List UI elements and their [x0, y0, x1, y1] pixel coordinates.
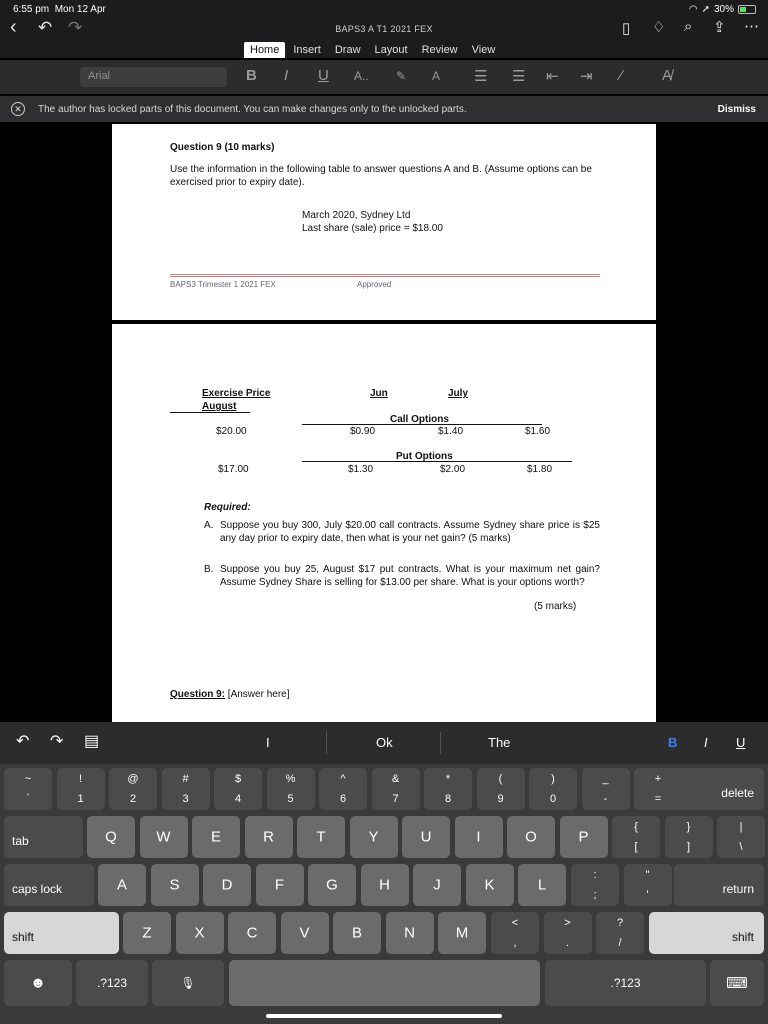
- suggestion-1[interactable]: I: [266, 735, 270, 750]
- letter-key[interactable]: W: [140, 816, 188, 858]
- put-strike: $17.00: [218, 464, 249, 475]
- footer-left: BAPS3 Trimester 1 2021 FEX: [170, 280, 276, 289]
- search-icon[interactable]: ⌕: [684, 18, 693, 35]
- phone-icon[interactable]: ▯: [622, 20, 631, 37]
- letter-key[interactable]: S: [151, 864, 199, 906]
- footer-rule: [170, 274, 600, 277]
- more-icon[interactable]: ⋯: [744, 18, 759, 35]
- doc-title: BAPS3 A T1 2021 FEX: [335, 24, 433, 34]
- letter-key[interactable]: G: [308, 864, 356, 906]
- page-1[interactable]: [112, 124, 656, 320]
- status-time: 6:55 pm Mon 12 Apr: [13, 4, 106, 15]
- italic-icon[interactable]: I: [284, 67, 289, 84]
- letter-key[interactable]: N: [386, 912, 434, 954]
- letter-key[interactable]: D: [203, 864, 251, 906]
- header-august: August: [202, 401, 237, 412]
- symbol-key[interactable]: ? /: [596, 912, 644, 954]
- call-jun: $0.90: [350, 426, 376, 437]
- on-screen-keyboard: [0, 722, 768, 1024]
- tab-draw[interactable]: Draw: [334, 44, 361, 56]
- symbol-key[interactable]: > .: [544, 912, 592, 954]
- number-key[interactable]: ) 0: [529, 768, 577, 810]
- font-color-icon[interactable]: A: [432, 69, 441, 83]
- increase-indent-icon[interactable]: ⇥: [580, 68, 593, 85]
- numbering-icon[interactable]: ☰: [512, 68, 526, 85]
- symbol-key[interactable]: } ]: [665, 816, 713, 858]
- required-heading: Required:: [204, 502, 251, 513]
- kb-redo-icon[interactable]: ↷: [50, 733, 64, 750]
- kb-undo-icon[interactable]: ↶: [16, 733, 30, 750]
- status-right: [689, 4, 756, 15]
- letter-key[interactable]: O: [507, 816, 555, 858]
- wifi-icon: ◠: [688, 4, 698, 15]
- letter-key[interactable]: I: [455, 816, 503, 858]
- letter-key[interactable]: C: [228, 912, 276, 954]
- share-icon[interactable]: ⇪: [713, 19, 726, 36]
- home-indicator: [266, 1014, 502, 1018]
- numbers-key-left[interactable]: .?123: [76, 960, 148, 1006]
- bold-icon[interactable]: B: [246, 67, 257, 84]
- suggestion-3[interactable]: The: [488, 735, 511, 750]
- emoji-icon: ☻: [30, 974, 46, 992]
- number-key[interactable]: @ 2: [109, 768, 157, 810]
- header-rule: [170, 412, 250, 413]
- locked-notice-bar: [0, 96, 768, 122]
- put-jun: $1.30: [348, 464, 374, 475]
- number-key[interactable]: + =: [634, 768, 682, 810]
- put-july: $2.00: [440, 464, 466, 475]
- kb-paste-icon[interactable]: ▤: [84, 733, 100, 750]
- document-area[interactable]: [0, 124, 768, 722]
- tab-review[interactable]: Review: [421, 44, 458, 56]
- number-key[interactable]: % 5: [267, 768, 315, 810]
- number-key[interactable]: ! 1: [57, 768, 105, 810]
- call-august: $1.60: [525, 426, 551, 437]
- letter-key[interactable]: K: [466, 864, 514, 906]
- redo-icon[interactable]: ↷: [68, 18, 83, 37]
- status-bar: [0, 0, 768, 20]
- required-b-marks: (5 marks): [534, 601, 577, 612]
- symbol-key[interactable]: | \: [717, 816, 765, 858]
- tab-home[interactable]: Home: [244, 42, 285, 58]
- company-info: March 2020, Sydney Ltd Last share (sale) price = $18.00: [302, 210, 443, 234]
- tab-view[interactable]: View: [471, 44, 496, 56]
- required-item-b: B. Suppose you buy 25, August $17 put contracts. What is your maximum net gain? Assume Sydney Share is selling for $13.00 per share. What is your options worth?: [204, 564, 600, 588]
- number-key[interactable]: # 3: [162, 768, 210, 810]
- ribbon: [0, 60, 768, 94]
- letter-key[interactable]: R: [245, 816, 293, 858]
- bullets-icon[interactable]: ☰: [474, 68, 488, 85]
- clear-format-icon[interactable]: A̸: [662, 67, 673, 84]
- kb-bold-button[interactable]: B: [668, 735, 678, 750]
- font-name-box[interactable]: Arial: [80, 67, 227, 87]
- highlight-icon[interactable]: ✎: [396, 69, 407, 83]
- decrease-indent-icon[interactable]: ⇤: [546, 68, 559, 85]
- kb-underline-button[interactable]: U: [736, 735, 746, 750]
- footer-right: Approved: [357, 280, 392, 289]
- tab-layout[interactable]: Layout: [374, 44, 408, 56]
- letter-key[interactable]: B: [333, 912, 381, 954]
- answer-line[interactable]: Question 9: [Answer here]: [170, 689, 290, 700]
- header-exercise-price: Exercise Price: [202, 388, 271, 399]
- number-key[interactable]: ~ `: [4, 768, 52, 810]
- symbol-key[interactable]: " ': [624, 864, 672, 906]
- tab-key[interactable]: tab: [4, 816, 83, 858]
- letter-key[interactable]: J: [413, 864, 461, 906]
- return-key[interactable]: return: [674, 864, 764, 906]
- hide-keyboard-key[interactable]: [710, 960, 764, 1006]
- letter-key[interactable]: Y: [350, 816, 398, 858]
- numbers-key-right[interactable]: .?123: [545, 960, 706, 1006]
- question-title: Question 9 (10 marks): [170, 142, 275, 153]
- letter-key[interactable]: L: [518, 864, 566, 906]
- letter-key[interactable]: V: [281, 912, 329, 954]
- letter-key[interactable]: H: [361, 864, 409, 906]
- styles-icon[interactable]: ⁄: [620, 67, 623, 84]
- letter-key[interactable]: Q: [87, 816, 135, 858]
- emoji-key[interactable]: [4, 960, 72, 1006]
- number-key[interactable]: _ -: [582, 768, 630, 810]
- close-icon[interactable]: ✕: [11, 102, 25, 116]
- letter-key[interactable]: Z: [123, 912, 171, 954]
- letter-key[interactable]: U: [402, 816, 450, 858]
- title-bar: [0, 18, 768, 58]
- back-icon[interactable]: ‹: [10, 16, 17, 38]
- space-key[interactable]: [229, 960, 540, 1006]
- letter-key[interactable]: X: [176, 912, 224, 954]
- call-options-label: Call Options: [390, 414, 449, 425]
- letter-key[interactable]: M: [438, 912, 486, 954]
- undo-icon[interactable]: ↶: [38, 18, 53, 37]
- dismiss-button[interactable]: Dismiss: [717, 104, 756, 115]
- question-text: Use the information in the following table to answer questions A and B. (Assume options can be exercised prior to expiry date).: [170, 164, 592, 188]
- letter-key[interactable]: F: [256, 864, 304, 906]
- letter-key[interactable]: P: [560, 816, 608, 858]
- shift-left-key[interactable]: shift: [4, 912, 119, 954]
- page-2[interactable]: [112, 324, 656, 722]
- locked-message: The author has locked parts of this document. You can make changes only to the unlocked parts.: [38, 104, 467, 115]
- caps-lock-key[interactable]: caps lock: [4, 864, 94, 906]
- number-key[interactable]: & 7: [372, 768, 420, 810]
- number-key[interactable]: * 8: [424, 768, 472, 810]
- suggestion-divider: [440, 732, 441, 754]
- microphone-icon: 🎙: [180, 976, 196, 990]
- put-options-label: Put Options: [396, 451, 453, 462]
- put-august: $1.80: [527, 464, 553, 475]
- lightbulb-icon[interactable]: ♢: [652, 19, 666, 36]
- underline-icon[interactable]: U: [318, 67, 329, 84]
- suggestion-divider: [326, 732, 327, 754]
- suggestion-bar: [0, 722, 768, 764]
- number-key[interactable]: $ 4: [214, 768, 262, 810]
- ribbon-tabs: [244, 42, 501, 58]
- font-size-icon[interactable]: A..: [354, 69, 369, 83]
- number-key[interactable]: ^ 6: [319, 768, 367, 810]
- letter-key[interactable]: T: [297, 816, 345, 858]
- letter-key[interactable]: A: [98, 864, 146, 906]
- symbol-key[interactable]: : ;: [571, 864, 619, 906]
- symbol-key[interactable]: { [: [612, 816, 660, 858]
- suggestion-2[interactable]: Ok: [376, 735, 393, 750]
- kb-italic-button[interactable]: I: [704, 735, 708, 750]
- call-july: $1.40: [438, 426, 464, 437]
- battery-icon: [738, 5, 756, 14]
- letter-key[interactable]: E: [192, 816, 240, 858]
- symbol-key[interactable]: < ,: [491, 912, 539, 954]
- call-strike: $20.00: [216, 426, 247, 437]
- delete-key[interactable]: delete: [676, 768, 764, 810]
- battery-percent: 30%: [713, 4, 734, 15]
- keyboard-hide-icon: ⌨: [726, 975, 748, 992]
- header-jun: Jun: [370, 388, 388, 399]
- required-item-a: A. Suppose you buy 300, July $20.00 call contracts. Assume Sydney share price is $25 any day prior to expiry date, then what is your net gain? (5 marks): [204, 520, 600, 544]
- number-key[interactable]: ( 9: [477, 768, 525, 810]
- header-july: July: [448, 388, 469, 399]
- location-icon: ➚: [701, 4, 710, 15]
- tab-insert[interactable]: Insert: [293, 44, 321, 56]
- dictation-key[interactable]: [152, 960, 224, 1006]
- shift-right-key[interactable]: shift: [649, 912, 764, 954]
- put-rule: [302, 461, 572, 462]
- call-rule: [302, 424, 542, 425]
